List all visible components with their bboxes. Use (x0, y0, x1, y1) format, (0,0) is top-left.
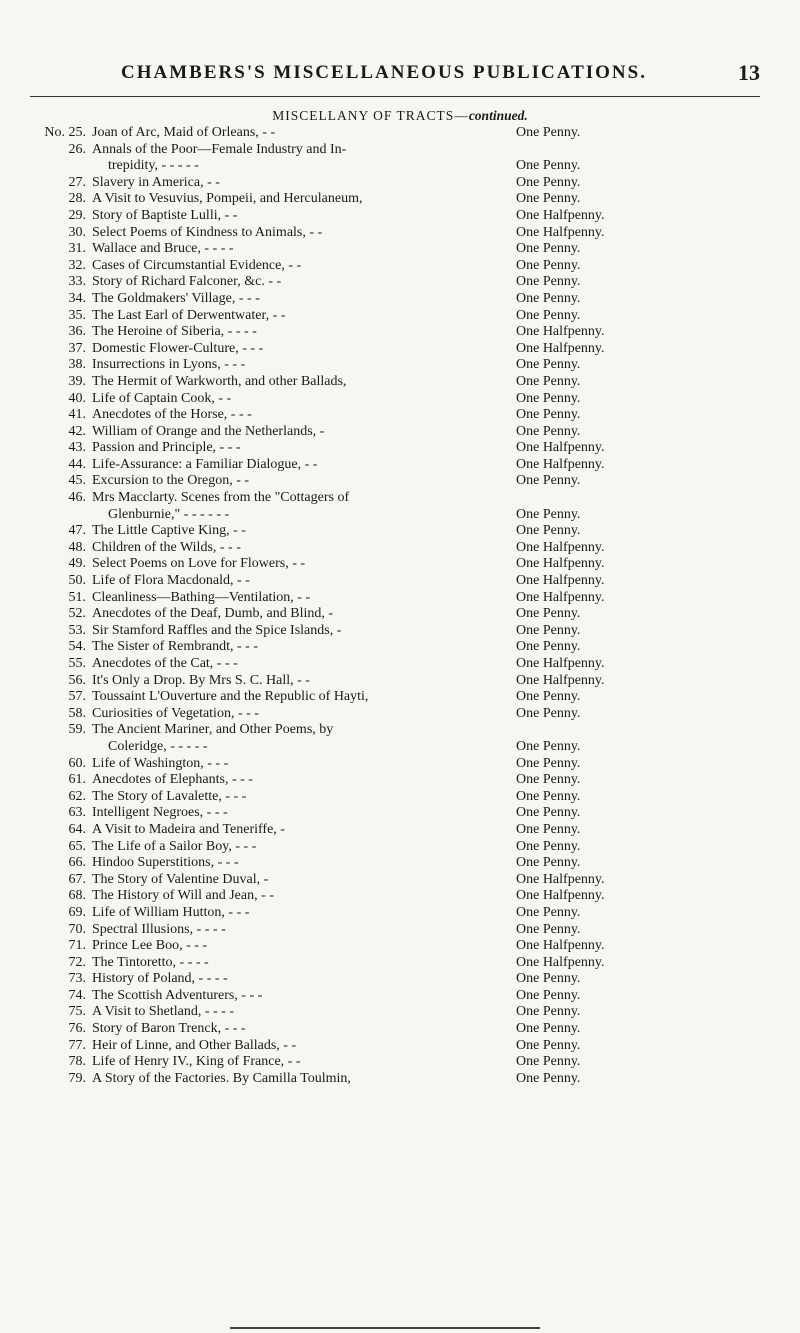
list-item (30, 872, 760, 889)
tract-title-line: Select Poems on Love for Flowers, - - (92, 556, 306, 572)
tract-number: 75. (68, 1004, 86, 1020)
tract-title (92, 1038, 488, 1055)
tract-price: One Penny. (516, 423, 581, 439)
tract-number: 60. (68, 755, 86, 771)
tract-title-line: A Story of the Factories. By Camilla Toulmin, (92, 1070, 351, 1086)
list-item (30, 623, 760, 640)
tract-price: One Penny. (516, 788, 581, 804)
tract-title-line: Spectral Illusions, - - - - (92, 921, 226, 937)
tract-title (92, 590, 488, 607)
tract-title-line: The Little Captive King, - - (92, 523, 246, 539)
tract-number: 69. (68, 904, 86, 920)
list-item (30, 274, 760, 291)
tract-title (92, 988, 488, 1005)
list-item (30, 308, 760, 325)
tract-price: One Penny. (516, 373, 581, 389)
tract-price: One Penny. (516, 257, 581, 273)
tract-title (92, 341, 488, 358)
list-item (30, 407, 760, 424)
tract-price: One Penny. (516, 987, 581, 1003)
tract-number: 38. (68, 357, 86, 373)
tract-title-line: A Visit to Madeira and Teneriffe, - (92, 821, 285, 837)
tract-title-line: Anecdotes of the Deaf, Dumb, and Blind, - (92, 606, 334, 622)
tract-price: One Penny. (516, 738, 581, 754)
tract-price: One Halfpenny. (516, 954, 605, 970)
tract-title-line: Joan of Arc, Maid of Orleans, - - (92, 125, 276, 140)
tract-title (92, 142, 488, 175)
tract-title-line: Slavery in America, - - (92, 174, 220, 190)
tract-price: One Penny. (516, 174, 581, 190)
tract-price: One Penny. (516, 838, 581, 854)
list-item (30, 706, 760, 723)
tract-title (92, 573, 488, 590)
tract-number: 79. (68, 1070, 86, 1086)
tract-title-line: A Visit to Shetland, - - - - (92, 1004, 235, 1020)
tract-price: One Halfpenny. (516, 938, 605, 954)
list-item (30, 1021, 760, 1038)
tract-number: 74. (68, 987, 86, 1003)
tract-title (92, 473, 488, 490)
tract-title-line: The Story of Lavalette, - - - (92, 788, 247, 804)
tract-number: 64. (68, 821, 86, 837)
list-item (30, 324, 760, 341)
section-title-text: MISCELLANY OF TRACTS— (272, 108, 469, 123)
tract-title-line: Anecdotes of the Cat, - - - (92, 656, 238, 671)
tract-number: 51. (68, 589, 86, 605)
tract-list (30, 125, 760, 1087)
tract-price: One Penny. (516, 971, 581, 987)
tract-title (92, 888, 488, 905)
tract-title-line: Life of Flora Macdonald, - - (92, 573, 250, 589)
list-item (30, 673, 760, 690)
tract-title (92, 490, 488, 523)
tract-title (92, 905, 488, 922)
section-title (0, 108, 800, 124)
tract-title (92, 291, 488, 308)
tract-title (92, 1004, 488, 1021)
tract-title (92, 440, 488, 457)
tract-title-line: Anecdotes of the Horse, - - - (92, 407, 252, 423)
tract-price: One Penny. (516, 1004, 581, 1020)
tract-number: 39. (68, 373, 86, 389)
list-item (30, 473, 760, 490)
tract-number: 47. (68, 523, 86, 539)
tract-title-line: Cases of Circumstantial Evidence, - - (92, 257, 302, 273)
section-title-continued: continued. (468, 108, 528, 123)
list-item (30, 822, 760, 839)
tract-title (92, 407, 488, 424)
tract-price: One Halfpenny. (516, 573, 605, 589)
tract-price: One Penny. (516, 241, 581, 257)
list-item (30, 540, 760, 557)
tract-title-line: Domestic Flower-Culture, - - - (92, 340, 264, 356)
tract-title-line: Excursion to the Oregon, - - (92, 473, 250, 489)
tract-title (92, 258, 488, 275)
tract-price: One Penny. (516, 506, 581, 522)
tract-number: 37. (68, 340, 86, 356)
list-item (30, 175, 760, 192)
list-item (30, 1071, 760, 1088)
tract-title (92, 789, 488, 806)
tract-number: 57. (68, 689, 86, 705)
tract-title-line: The Last Earl of Derwentwater, - - (92, 307, 286, 323)
tract-number: 54. (68, 639, 86, 655)
tract-price: One Penny. (516, 290, 581, 306)
tract-title (92, 805, 488, 822)
list-item (30, 523, 760, 540)
tract-number: 42. (68, 423, 86, 439)
tract-price: One Penny. (516, 606, 581, 622)
tract-price: One Penny. (516, 821, 581, 837)
footer-rule (230, 1327, 540, 1329)
tract-number: 76. (68, 1021, 86, 1037)
tract-price: One Halfpenny. (516, 656, 605, 671)
tract-number: 77. (68, 1037, 86, 1053)
tract-price: One Halfpenny. (516, 556, 605, 572)
list-item (30, 905, 760, 922)
list-item (30, 656, 760, 673)
list-item (30, 888, 760, 905)
tract-title (92, 706, 488, 723)
tract-title (92, 523, 488, 540)
tract-price: One Penny. (516, 639, 581, 655)
tract-title-line: The Goldmakers' Village, - - - (92, 290, 260, 306)
tract-title-line: Passion and Principle, - - - (92, 440, 241, 456)
tract-number: 73. (68, 971, 86, 987)
tract-price: One Penny. (516, 772, 581, 788)
tract-price: One Halfpenny. (516, 207, 605, 223)
tract-title-line: Annals of the Poor—Female Industry and In- (92, 141, 347, 157)
tract-title-line: Hindoo Superstitions, - - - (92, 855, 239, 871)
list-item (30, 1038, 760, 1055)
tract-title (92, 756, 488, 773)
list-item (30, 756, 760, 773)
tract-title (92, 274, 488, 291)
list-item (30, 772, 760, 789)
tract-price: One Penny. (516, 904, 581, 920)
tract-title-line: Life of Washington, - - - (92, 755, 229, 771)
tract-title-line: The Tintoretto, - - - - (92, 954, 209, 970)
tract-price: One Penny. (516, 1054, 581, 1070)
tract-number: 71. (68, 938, 86, 954)
tract-title (92, 391, 488, 408)
tract-price: One Halfpenny. (516, 224, 605, 240)
list-item (30, 490, 760, 523)
tract-title-line: Story of Baron Trenck, - - - (92, 1021, 246, 1037)
tract-title-line: The History of Will and Jean, - - (92, 888, 274, 904)
tract-title (92, 457, 488, 474)
tract-number: 32. (68, 257, 86, 273)
tract-title-line: Toussaint L'Ouverture and the Republic of Hayti, (92, 689, 369, 705)
list-item (30, 722, 760, 755)
tract-price: One Penny. (516, 191, 581, 207)
list-item (30, 191, 760, 208)
tract-price: One Penny. (516, 622, 581, 638)
list-item (30, 1054, 760, 1071)
tract-title (92, 839, 488, 856)
list-item (30, 988, 760, 1005)
tract-title-line: William of Orange and the Netherlands, - (92, 423, 325, 439)
tract-price: One Halfpenny. (516, 672, 605, 688)
tract-title (92, 1021, 488, 1038)
list-item (30, 855, 760, 872)
list-item (30, 556, 760, 573)
tract-title (92, 225, 488, 242)
list-item (30, 440, 760, 457)
tract-title-line: Intelligent Negroes, - - - (92, 805, 228, 821)
tract-number: No. 25. (44, 125, 86, 140)
tract-title-line: Life of William Hutton, - - - (92, 904, 250, 920)
tract-price: One Penny. (516, 805, 581, 821)
tract-number: 55. (68, 656, 86, 671)
list-item (30, 225, 760, 242)
tract-title-line: The Scottish Adventurers, - - - (92, 987, 263, 1003)
tract-title (92, 656, 488, 673)
tract-number: 72. (68, 954, 86, 970)
list-item (30, 573, 760, 590)
tract-title (92, 955, 488, 972)
tract-price: One Penny. (516, 705, 581, 721)
list-item (30, 258, 760, 275)
tract-title-line: Mrs Macclarty. Scenes from the "Cottagers of (92, 490, 350, 506)
tract-price: One Penny. (516, 407, 581, 423)
tract-number: 35. (68, 307, 86, 323)
tract-title-line: The Hermit of Warkworth, and other Ballads, (92, 373, 347, 389)
tract-price: One Halfpenny. (516, 324, 605, 340)
tract-title-line: Story of Richard Falconer, &c. - - (92, 274, 282, 290)
tract-title-line: Wallace and Bruce, - - - - (92, 241, 234, 257)
tract-title (92, 540, 488, 557)
tract-title (92, 191, 488, 208)
tract-number: 31. (68, 241, 86, 257)
tract-title (92, 175, 488, 192)
tract-price: One Penny. (516, 755, 581, 771)
page-number: 13 (738, 60, 760, 85)
tract-title (92, 822, 488, 839)
tract-number: 62. (68, 788, 86, 804)
tract-title-line: Cleanliness—Bathing—Ventilation, - - (92, 589, 311, 605)
list-item (30, 341, 760, 358)
tract-title (92, 855, 488, 872)
tract-number: 50. (68, 573, 86, 589)
list-item (30, 208, 760, 225)
tract-title (92, 772, 488, 789)
tract-number: 43. (68, 440, 86, 456)
list-item (30, 374, 760, 391)
tract-title-line: History of Poland, - - - - (92, 971, 228, 987)
tract-price: One Penny. (516, 1070, 581, 1086)
tract-title (92, 424, 488, 441)
tract-title (92, 208, 488, 225)
tract-title (92, 241, 488, 258)
tract-number: 65. (68, 838, 86, 854)
list-item (30, 1004, 760, 1021)
tract-price: One Halfpenny. (516, 888, 605, 904)
list-item (30, 938, 760, 955)
list-item (30, 955, 760, 972)
list-item (30, 590, 760, 607)
list-item (30, 125, 760, 142)
tract-title (92, 357, 488, 374)
tract-price: One Halfpenny. (516, 589, 605, 605)
list-item (30, 639, 760, 656)
tract-number: 34. (68, 290, 86, 306)
tract-price: One Penny. (516, 921, 581, 937)
tract-number: 41. (68, 407, 86, 423)
tract-number: 56. (68, 672, 86, 688)
tract-number: 66. (68, 855, 86, 871)
tract-number: 28. (68, 191, 86, 207)
tract-price: One Penny. (516, 390, 581, 406)
tract-price: One Penny. (516, 855, 581, 871)
list-item (30, 606, 760, 623)
tract-price: One Halfpenny. (516, 340, 605, 356)
tract-number: 40. (68, 390, 86, 406)
tract-number: 44. (68, 456, 86, 472)
tract-title-line: The Ancient Mariner, and Other Poems, by (92, 722, 334, 738)
tract-number: 58. (68, 705, 86, 721)
tract-title-line: The Story of Valentine Duval, - (92, 871, 269, 887)
list-item (30, 971, 760, 988)
tract-title (92, 938, 488, 955)
tract-title-line: The Heroine of Siberia, - - - - (92, 324, 257, 340)
tract-price: One Halfpenny. (516, 440, 605, 456)
tract-title (92, 125, 488, 142)
tract-title-line: Sir Stamford Raffles and the Spice Islands, - (92, 622, 342, 638)
tract-title (92, 374, 488, 391)
tract-title-line: Story of Baptiste Lulli, - - (92, 207, 238, 223)
tract-number: 63. (68, 805, 86, 821)
list-item (30, 922, 760, 939)
tract-number: 36. (68, 324, 86, 340)
list-item (30, 241, 760, 258)
tract-title-line: The Sister of Rembrandt, - - - (92, 639, 259, 655)
tract-price: One Penny. (516, 125, 581, 140)
tract-title (92, 722, 488, 755)
tract-title-line: Anecdotes of Elephants, - - - (92, 772, 253, 788)
tract-number: 70. (68, 921, 86, 937)
tract-title (92, 1071, 488, 1088)
tract-title (92, 673, 488, 690)
tract-price: One Penny. (516, 523, 581, 539)
tract-number: 68. (68, 888, 86, 904)
list-item (30, 789, 760, 806)
page-header (30, 52, 760, 90)
tract-title-line: Life-Assurance: a Familiar Dialogue, - - (92, 456, 318, 472)
tract-number: 59. (68, 722, 86, 738)
tract-title-continuation: trepidity, - - - - - (108, 158, 199, 174)
tract-title-continuation: Coleridge, - - - - - (108, 738, 208, 754)
list-item (30, 357, 760, 374)
tract-title (92, 689, 488, 706)
tract-number: 26. (68, 141, 86, 157)
tract-title-line: Select Poems of Kindness to Animals, - - (92, 224, 323, 240)
tract-price: One Halfpenny. (516, 539, 605, 555)
tract-price: One Penny. (516, 1037, 581, 1053)
tract-price: One Penny. (516, 1021, 581, 1037)
tract-title-line: It's Only a Drop. By Mrs S. C. Hall, - - (92, 672, 310, 688)
tract-number: 49. (68, 556, 86, 572)
tract-title-continuation: Glenburnie," - - - - - - (108, 506, 230, 522)
tract-title (92, 308, 488, 325)
list-item (30, 805, 760, 822)
tract-number: 29. (68, 207, 86, 223)
tract-title (92, 639, 488, 656)
tract-title (92, 872, 488, 889)
tract-title-line: Life of Henry IV., King of France, - - (92, 1054, 301, 1070)
tract-title-line: Children of the Wilds, - - - (92, 539, 241, 555)
tract-title-line: A Visit to Vesuvius, Pompeii, and Herculaneum, (92, 191, 363, 207)
tract-number: 30. (68, 224, 86, 240)
tract-number: 33. (68, 274, 86, 290)
tract-title-line: Insurrections in Lyons, - - - (92, 357, 246, 373)
tract-number: 53. (68, 622, 86, 638)
header-rule (30, 96, 760, 97)
tract-number: 46. (68, 490, 86, 506)
tract-title (92, 623, 488, 640)
tract-number: 52. (68, 606, 86, 622)
tract-price: One Halfpenny. (516, 456, 605, 472)
tract-title-line: Prince Lee Boo, - - - (92, 938, 208, 954)
list-item (30, 424, 760, 441)
list-item (30, 457, 760, 474)
list-item (30, 689, 760, 706)
tract-price: One Penny. (516, 307, 581, 323)
running-head: CHAMBERS'S MISCELLANEOUS PUBLICATIONS. (121, 62, 647, 83)
tract-title-line: Life of Captain Cook, - - (92, 390, 232, 406)
tract-title-line: The Life of a Sailor Boy, - - - (92, 838, 257, 854)
tract-price: One Penny. (516, 158, 581, 174)
tract-price: One Halfpenny. (516, 871, 605, 887)
list-item (30, 142, 760, 175)
tract-number: 67. (68, 871, 86, 887)
tract-number: 78. (68, 1054, 86, 1070)
tract-title (92, 556, 488, 573)
list-item (30, 391, 760, 408)
tract-title (92, 324, 488, 341)
tract-title-line: Heir of Linne, and Other Ballads, - - (92, 1037, 297, 1053)
tract-number: 61. (68, 772, 86, 788)
tract-title (92, 606, 488, 623)
tract-price: One Penny. (516, 357, 581, 373)
tract-number: 27. (68, 174, 86, 190)
tract-title-line: Curiosities of Vegetation, - - - (92, 705, 259, 721)
tract-number: 48. (68, 539, 86, 555)
tract-title (92, 971, 488, 988)
tract-title (92, 1054, 488, 1071)
tract-price: One Penny. (516, 689, 581, 705)
list-item (30, 291, 760, 308)
tract-price: One Penny. (516, 473, 581, 489)
tract-number: 45. (68, 473, 86, 489)
tract-title (92, 922, 488, 939)
list-item (30, 839, 760, 856)
tract-price: One Penny. (516, 274, 581, 290)
